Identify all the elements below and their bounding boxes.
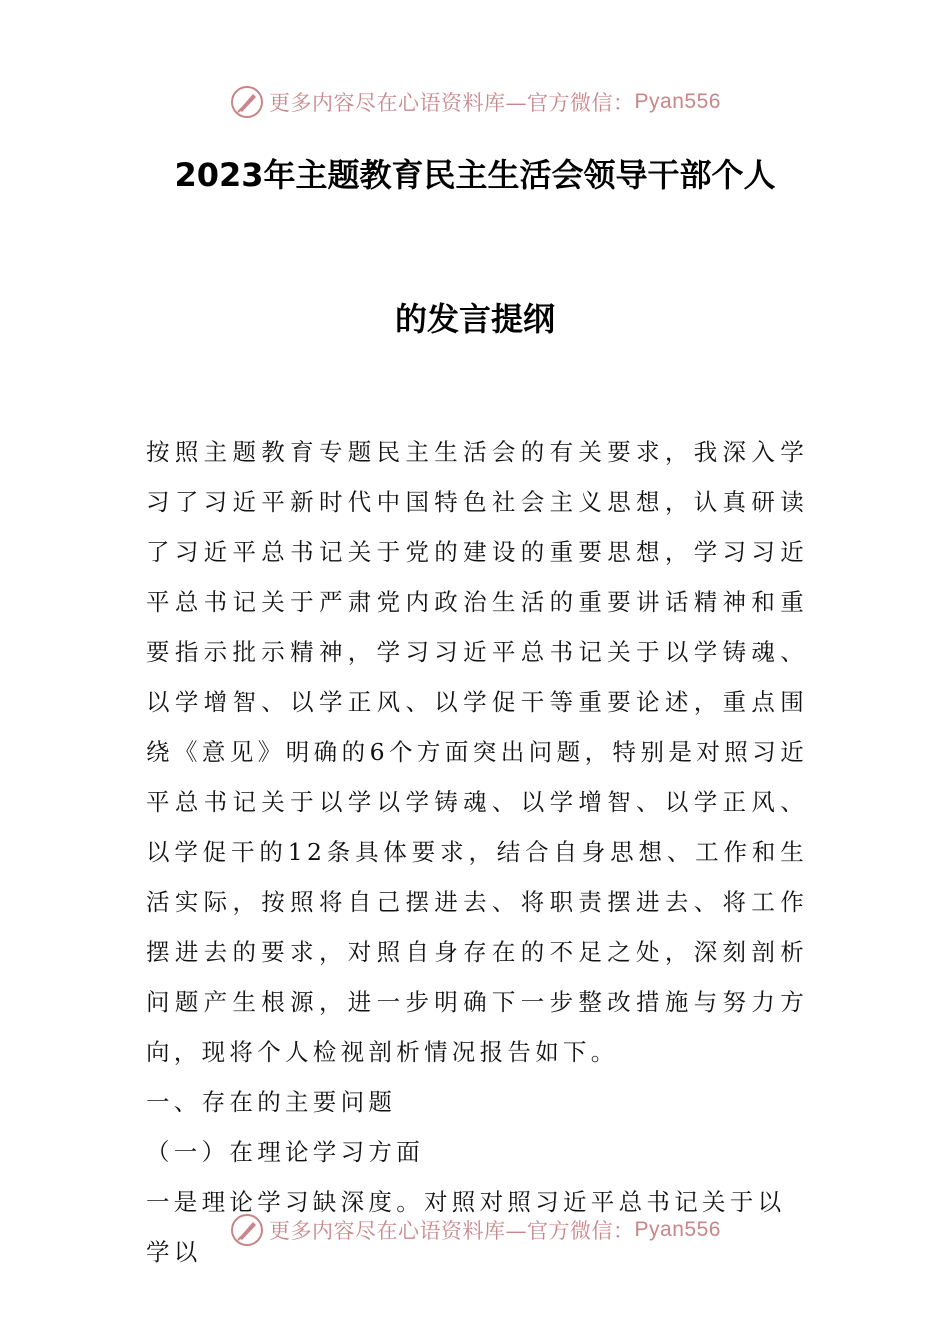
watermark-wechat-id: Pyan556 xyxy=(634,1218,721,1241)
pen-logo-icon xyxy=(229,84,265,120)
document-title-line1: 2023年主题教育民主生活会领导干部个人 xyxy=(174,156,776,194)
intro-paragraph: 按照主题教育专题民主生活会的有关要求，我深入学习了习近平新时代中国特色社会主义思想，认真研读了习近平总书记关于党的建设的重要思想，学习习近平总书记关于严肃党内政治生活的重要讲话精神和重要指示批示精神，学习习近平总书记关于以学铸魂、以学增智、以学正风、以学促干等重要论述，重点围绕《意见》明确的6个方面突出问题，特别是对照习近平总书记关于以学以学铸魂、以学增智、以学正风、以学促干的12条具体要求，结合自身思想、工作和生活实际，按照将自己摆进去、将职责摆进去、将工作摆进去的要求，对照自身存在的不足之处，深刻剖析问题产生根源，进一步明确下一步整改措施与努力方向，现将个人检视剖析情况报告如下。 xyxy=(146,438,808,1066)
subsection-heading-1: （一）在理论学习方面 xyxy=(146,1138,424,1166)
watermark-header xyxy=(0,84,950,120)
document-title-line2: 的发言提纲 xyxy=(394,300,555,338)
point-1-paragraph: 一是理论学习缺深度。对照对照习近平总书记关于以学以 xyxy=(146,1188,786,1266)
document-body xyxy=(146,427,808,1277)
watermark-text: 更多内容尽在心语资料库—官方微信： xyxy=(269,91,635,115)
watermark-text: 更多内容尽在心语资料库—官方微信： xyxy=(269,1219,635,1243)
section-heading-1: 一、存在的主要问题 xyxy=(146,1088,397,1116)
watermark-wechat-id: Pyan556 xyxy=(634,90,721,113)
pen-logo-icon xyxy=(229,1212,265,1248)
watermark-footer xyxy=(0,1212,950,1248)
